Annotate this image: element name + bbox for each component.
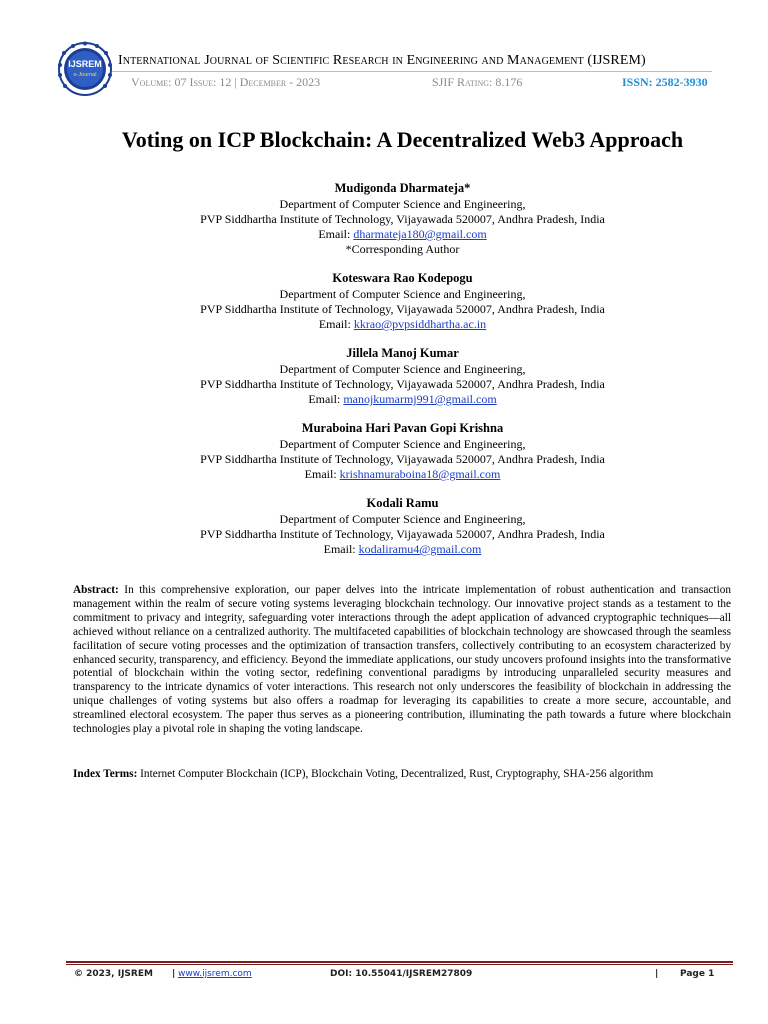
logo-subtext: e-Journal (73, 72, 97, 78)
author-dept: Department of Computer Science and Engineering, (279, 437, 526, 451)
volume-issue: Volume: 07 Issue: 12 | December - 2023 (131, 75, 321, 89)
footer-copyright: © 2023, IJSREM (74, 969, 153, 979)
author-block (0, 421, 768, 482)
footer-separator: | (655, 969, 659, 979)
email-label: Email: (318, 317, 354, 331)
corresponding-note: *Corresponding Author (345, 242, 460, 256)
footer-rule (66, 964, 733, 965)
author-block (0, 271, 768, 332)
logo-text: IJSREM (68, 59, 102, 69)
author-email-line (0, 317, 768, 332)
abstract-label: Abstract: (73, 584, 119, 596)
author-email-link[interactable]: krishnamuraboina18@gmail.com (339, 467, 501, 481)
paper-title: Voting on ICP Blockchain: A Decentralized Web3 Approach (121, 127, 684, 152)
author-email-line (0, 392, 768, 407)
author-email-link[interactable]: kodaliramu4@gmail.com (358, 542, 482, 556)
author-name: Koteswara Rao Kodepogu (332, 271, 473, 285)
sjif-rating: SJIF Rating: 8.176 (432, 75, 523, 89)
author-name: Mudigonda Dharmateja* (334, 181, 471, 195)
journal-name-text: International Journal of Scientific Research in Engineering and Management (IJSREM) (118, 53, 646, 68)
author-block (0, 496, 768, 557)
author-dept: Department of Computer Science and Engineering, (279, 362, 526, 376)
author-email-line (0, 227, 768, 242)
author-affiliation: PVP Siddhartha Institute of Technology, Vijayawada 520007, Andhra Pradesh, India (200, 302, 605, 316)
author-affiliation: PVP Siddhartha Institute of Technology, Vijayawada 520007, Andhra Pradesh, India (200, 527, 605, 541)
journal-header (0, 0, 768, 100)
ijsrem-logo (57, 41, 113, 97)
email-label: Email: (318, 227, 354, 241)
email-label: Email: (308, 392, 344, 406)
author-affiliation: PVP Siddhartha Institute of Technology, Vijayawada 520007, Andhra Pradesh, India (200, 212, 605, 226)
author-name: Kodali Ramu (366, 496, 439, 510)
author-name: Jillela Manoj Kumar (346, 346, 459, 360)
email-label: Email: (323, 542, 359, 556)
issn: ISSN: 2582-3930 (622, 75, 708, 89)
author-email-line (0, 467, 768, 482)
header-divider (112, 71, 712, 72)
journal-name (118, 53, 738, 69)
author-block (0, 181, 768, 257)
index-terms-label: Index Terms: (73, 768, 138, 780)
author-name: Muraboina Hari Pavan Gopi Krishna (301, 421, 504, 435)
author-email-link[interactable]: kkrao@pvpsiddhartha.ac.in (353, 317, 487, 331)
author-email-link[interactable]: manojkumarmj991@gmail.com (343, 392, 497, 406)
author-list (0, 181, 768, 571)
footer-doi: DOI: 10.55041/IJSREM27809 (330, 969, 473, 979)
footer-page-number: Page 1 (680, 969, 715, 979)
author-block (0, 346, 768, 407)
author-dept: Department of Computer Science and Engineering, (279, 287, 526, 301)
author-dept: Department of Computer Science and Engineering, (279, 512, 526, 526)
author-email-line (0, 542, 768, 557)
author-dept: Department of Computer Science and Engineering, (279, 197, 526, 211)
author-affiliation: PVP Siddhartha Institute of Technology, Vijayawada 520007, Andhra Pradesh, India (200, 377, 605, 391)
footer-separator: | (172, 969, 176, 979)
author-email-link[interactable]: dharmateja180@gmail.com (353, 227, 487, 241)
index-terms (73, 767, 753, 781)
index-terms-text: Internet Computer Blockchain (ICP), Blockchain Voting, Decentralized, Rust, Cryptography, SHA-256 algorithm (137, 768, 654, 780)
abstract (73, 584, 731, 737)
email-label: Email: (304, 467, 340, 481)
footer-rule (66, 961, 733, 963)
author-affiliation: PVP Siddhartha Institute of Technology, Vijayawada 520007, Andhra Pradesh, India (200, 452, 605, 466)
abstract-text: In this comprehensive exploration, our paper delves into the intricate implementation of robust authentication and transaction management within the realm of secure voting systems leveraging blockchain technology. Our innovative project stands as a testament to the commitment to privacy and integrity, safeguarding voter interactions through the adept application of advanced cryptographic techniques—all achieved without reliance on a centralized authority. The multifaceted capabilities of blockchain technology are showcased through the seamless facilitation of secure voting processes and the optimization of transaction transfers, collectively contributing to an ecosystem characterized by enhanced security, transparency, and efficiency. Beyond the immediate applications, our study uncovers profound insights into the transformative potential of blockchain within the voting sector, redefining conventional paradigms by introducing unparalleled security measures and transparency to the intricate dynamics of voter interactions. This research not only underscores the feasibility of blockchain in addressing the unique challenges of voting systems but also offers a roadmap for leveraging its capabilities to create a more secure, accountable, and streamlined electoral ecosystem. The paper thus serves as a pioneering contribution, illuminating the path towards a future where blockchain technologies play a pivotal role in shaping the voting landscape. (73, 584, 731, 736)
footer-website-link[interactable]: www.ijsrem.com (178, 969, 252, 979)
